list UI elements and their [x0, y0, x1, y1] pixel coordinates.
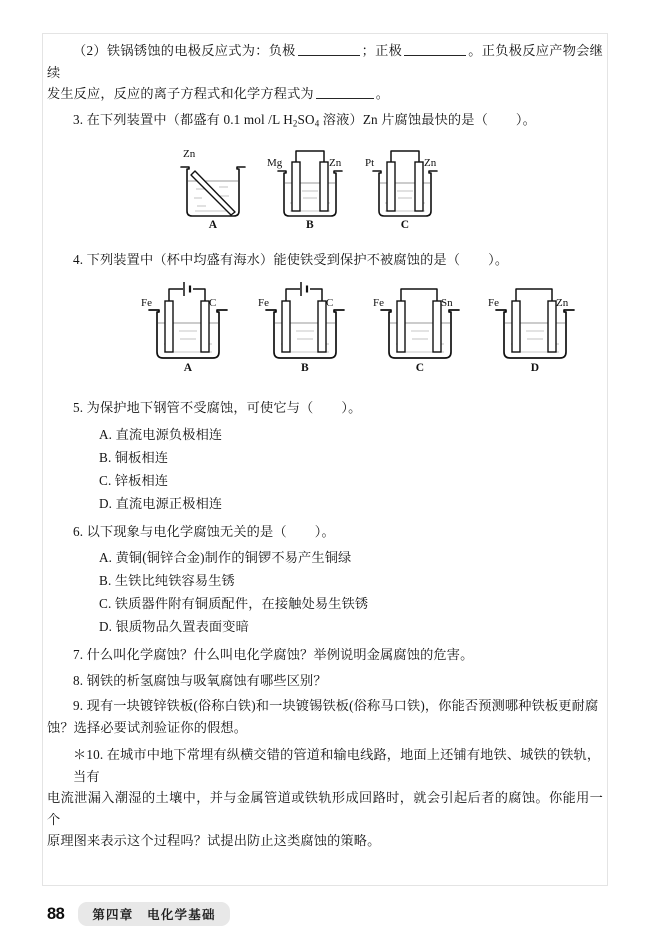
question-6-option-c[interactable]: C. 铁质器件附有铜质配件，在接触处易生铁锈 [99, 596, 369, 611]
answer-blank-equations[interactable] [316, 86, 374, 99]
q3-text-d: ）。 [515, 111, 536, 127]
apparatus-row2-C-drawing [367, 280, 473, 362]
q2-text-e: 。 [375, 86, 390, 101]
question-10-line-2: 电流泄漏入潮湿的土壤中，并与金属管道或铁轨形成回路时，就会引起后者的腐蚀。你能用一个 [47, 790, 603, 827]
question-9-line-1: 9. 现有一块镀锌铁板(俗称白铁)和一块镀锡铁板(俗称马口铁)，你能否预测哪种铁板更耐腐 [73, 698, 599, 713]
question-8: 8. 钢铁的析氢腐蚀与吸氧腐蚀有哪些区别？ [73, 672, 327, 688]
apparatus-row1-B-drawing [262, 145, 358, 219]
apparatus-row1-A-drawing [165, 145, 261, 219]
apparatus-row1-C-label: C [400, 218, 410, 231]
apparatus-row1-C [357, 145, 453, 231]
apparatus-row2-D [482, 280, 588, 374]
apparatus-row1-B-label: B [306, 218, 314, 231]
electrode-label-fe: Fe [141, 297, 152, 309]
q4-text-a: 4. 下列装置中（杯中均盛有海水）能使铁受到保护不被腐蚀的是（ [73, 251, 461, 267]
question-6-option-b[interactable]: B. 生铁比纯铁容易生锈 [99, 573, 235, 588]
question-5-stem [47, 397, 603, 419]
q2-text-d: 发生反应，反应的离子方程式和化学方程式为 [47, 86, 314, 101]
answer-blank-positive-electrode[interactable] [404, 43, 466, 56]
q6-text-a: 6. 以下现象与电化学腐蚀无关的是（ [73, 523, 287, 539]
electrode-label-fe: Fe [258, 297, 269, 309]
page-number: 88 [47, 904, 65, 923]
q2-text-a: （2）铁锅锈蚀的电极反应式为：负极 [73, 43, 296, 58]
question-10-line-1: ＊10. 在城市中地下常埋有纵横交错的管道和输电线路，地面上还铺有地铁、城铁的铁轨，当有 [73, 747, 601, 784]
q2-text-b: ；正极 [361, 43, 403, 58]
electrode-label-zn: Zn [424, 156, 437, 169]
electrode-label-c: C [209, 297, 217, 309]
electrode-label-mg: Mg [267, 156, 283, 169]
q4-text-b: ）。 [488, 251, 509, 267]
q5-text-a: 5. 为保护地下钢管不受腐蚀，可使它与（ [73, 400, 314, 415]
question-6-stem [47, 521, 603, 543]
q3-text-b: SO [297, 111, 315, 127]
electrode-label-pt: Pt [365, 156, 375, 169]
question-7: 7. 什么叫化学腐蚀？什么叫电化学腐蚀？举例说明金属腐蚀的危害。 [73, 647, 474, 662]
question-5-option-b[interactable]: B. 铜板相连 [99, 449, 169, 465]
figure-row-zn-corrosion [47, 145, 603, 237]
chapter-title-badge: 第四章 电化学基础 [78, 902, 229, 926]
apparatus-row2-C-label: C [415, 362, 425, 374]
answer-blank-negative-electrode[interactable] [298, 43, 360, 56]
apparatus-row1-A [165, 145, 261, 231]
q5-text-b: ）。 [341, 400, 362, 415]
apparatus-row2-B-label: B [301, 362, 309, 374]
question-5-option-a[interactable]: A. 直流电源负极相连 [99, 426, 223, 442]
q3-subscript-2: 4 [314, 118, 320, 128]
apparatus-row2-B-drawing [252, 280, 358, 362]
q6-text-b: ）。 [314, 523, 335, 539]
apparatus-row2-D-label: D [530, 362, 540, 374]
question-3-stem [47, 109, 603, 135]
q3-text-c: 溶液）Zn 片腐蚀最快的是（ [319, 111, 488, 127]
apparatus-row2-C [367, 280, 473, 374]
question-6-option-a[interactable]: A. 黄铜(铜锌合金)制作的铜锣不易产生铜绿 [99, 550, 352, 565]
electrode-label-zn: Zn [183, 147, 196, 160]
q3-subscript-1: 2 [292, 118, 298, 128]
apparatus-row1-C-drawing [357, 145, 453, 219]
electrode-label-fe: Fe [488, 297, 499, 309]
question-2-line-2 [47, 83, 603, 105]
question-5-option-c[interactable]: C. 锌板相连 [99, 472, 169, 488]
question-4-stem [47, 249, 603, 271]
electrode-label-zn: Zn [329, 156, 342, 169]
q2-text-c: 。正负极反应产物会继续 [47, 43, 603, 80]
page-footer [47, 902, 230, 926]
apparatus-row2-A [135, 280, 241, 374]
apparatus-row2-B [252, 280, 358, 374]
question-5-option-d[interactable]: D. 直流电源正极相连 [99, 495, 223, 511]
page-content [47, 40, 603, 852]
apparatus-row2-A-label: A [183, 362, 193, 374]
apparatus-row1-A-label: A [208, 218, 218, 231]
q3-text-a: 3. 在下列装置中（都盛有 0.1 mol /L H [73, 111, 293, 127]
apparatus-row1-B [262, 145, 358, 231]
figure-row-fe-protection [47, 280, 603, 385]
question-9-line-2: 蚀？选择必要试剂验证你的假想。 [47, 719, 248, 735]
question-6-option-d[interactable]: D. 银质物品久置表面变暗 [99, 619, 249, 634]
apparatus-row2-A-drawing [135, 280, 241, 362]
electrode-label-sn: Sn [441, 297, 453, 309]
electrode-label-fe: Fe [373, 297, 384, 309]
electrode-label-zn: Zn [556, 297, 569, 309]
apparatus-row2-D-drawing [482, 280, 588, 362]
electrode-label-c: C [326, 297, 334, 309]
question-10-line-3: 原理图来表示这个过程吗？试提出防止这类腐蚀的策略。 [47, 833, 381, 848]
question-2-line-1 [47, 40, 603, 83]
